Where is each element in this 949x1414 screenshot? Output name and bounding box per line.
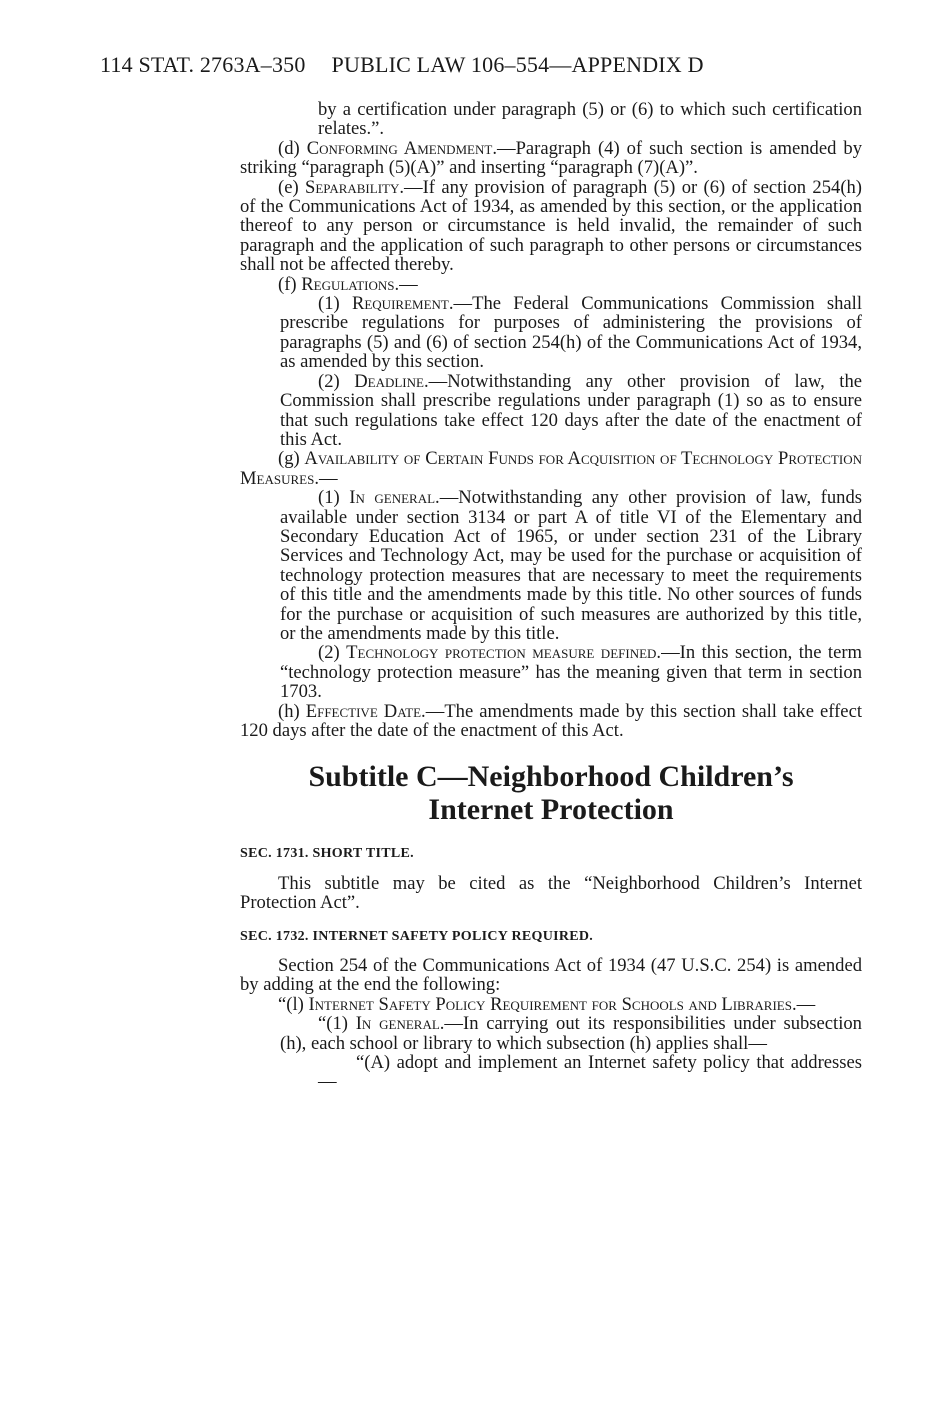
section-1732-heading: SEC. 1732. INTERNET SAFETY POLICY REQUIRED. <box>240 928 594 944</box>
paragraph-g2: (2) Technology protection measure defined.—In this section, the term “technology protection measure” has the meaning given that term in section 1703. <box>280 642 862 703</box>
subsection-l: “(l) Internet Safety Policy Requirement for Schools and Libraries.— <box>278 993 816 1015</box>
section-1731-heading: SEC. 1731. SHORT TITLE. <box>240 846 414 862</box>
subsection-f: (f) Regulations.— <box>278 273 418 295</box>
subsection-d: (d) Conforming Amendment.—Paragraph (4) of such section is amended by striking “paragraph (5)(A)” and inserting “paragraph (7)(A)”. <box>240 137 862 179</box>
section-1731-text: This subtitle may be cited as the “Neighborhood Children’s Internet Protection Act”. <box>240 872 862 914</box>
running-head <box>100 52 704 78</box>
subtitle-line-1: Subtitle C—Neighborhood Children’s <box>308 760 794 794</box>
subsection-e: (e) Separability.—If any provision of paragraph (5) or (6) of section 254(h) of the Communications Act of 1934, as amended by this section, or the application thereof to any person or circumstance is held invalid, the remainder of such paragraph and the application of such paragraph to other persons or circumstances shall not be affected thereby. <box>240 176 862 276</box>
subtitle-heading <box>240 760 862 826</box>
section-1732-text: Section 254 of the Communications Act of 1934 (47 U.S.C. 254) is amended by adding at the end the following: <box>240 955 862 996</box>
statute-citation: 114 STAT. 2763A–350 <box>100 52 306 77</box>
subsection-g: (g) Availability of Certain Funds for Acquisition of Technology Protection Measures.— <box>240 448 862 489</box>
paragraph-g1: (1) In general.—Notwithstanding any other provision of law, funds available under section 3134 or part A of title VI of the Elementary and Secondary Education Act of 1965, or under section 231 of the Library Services and Technology Act, may be used for the purchase or acquisition of technology protection measures that are necessary to meet the requirements of this title and the amendments made by this title. No other sources of funds for the purchase or acquisition of such measures are authorized by this title, or the amendments made by this title. <box>280 487 862 644</box>
law-title: PUBLIC LAW 106–554—APPENDIX D <box>331 52 704 77</box>
paragraph-f2: (2) Deadline.—Notwithstanding any other provision of law, the Commission shall prescribe regulations under paragraph (1) so as to ensure that such regulations take effect 120 days after the date of the enactment of this Act. <box>280 370 862 450</box>
document-body <box>240 100 862 1092</box>
subparagraph-lA: “(A) adopt and implement an Internet safety policy that addresses— <box>318 1052 862 1093</box>
subsection-h: (h) Effective Date.—The amendments made by this section shall take effect 120 days after the date of the enactment of this Act. <box>240 700 862 741</box>
paragraph-f1: (1) Requirement.—The Federal Communications Commission shall prescribe regulations for purposes of administering the provisions of paragraphs (5) and (6) of section 254(h) of the Communications Act of 1934, as amended by this section. <box>280 293 862 373</box>
paragraph-continuation: by a certification under paragraph (5) or (6) to which such certification relates.”. <box>318 99 862 140</box>
paragraph-l1: “(1) In general.—In carrying out its responsibilities under subsection (h), each school or library to which subsection (h) applies shall— <box>280 1013 862 1054</box>
subtitle-line-2: Internet Protection <box>428 793 674 827</box>
